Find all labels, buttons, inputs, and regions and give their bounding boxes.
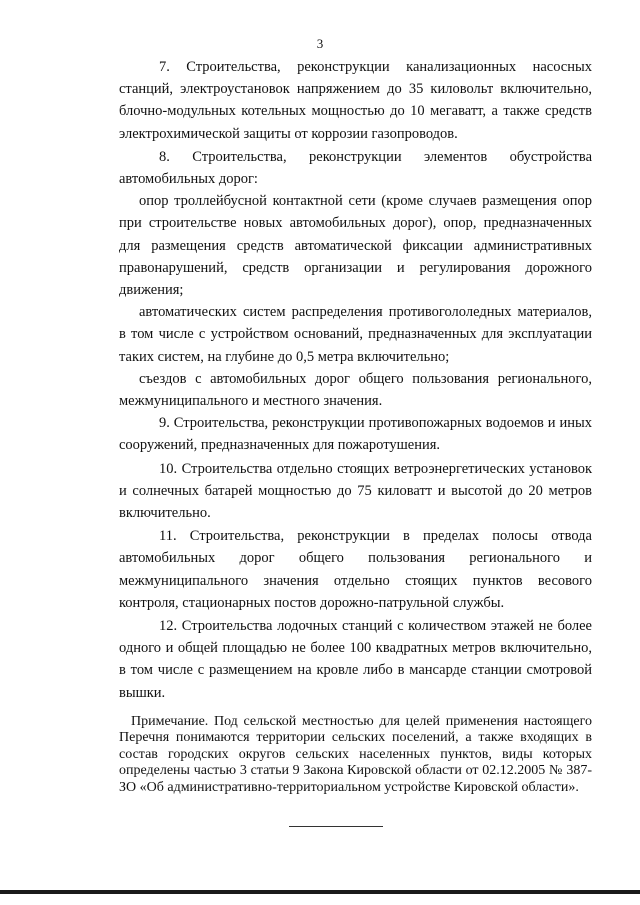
item-7: 7. Строительства, реконструкции канализационных насосных станций, электроустановок напряжением до 35 киловольт включительно, блочно-модульных котельных мощностью до 10 мегаватт, а также средств электрохимической защиты от коррозии газопроводов. (119, 59, 592, 142)
item-9: 9. Строительства, реконструкции противопожарных водоемов и иных сооружений, предназначенных для пожаротушения. (119, 415, 592, 454)
section-divider (289, 826, 383, 827)
item-8-trolleybus-poles: опор троллейбусной контактной сети (кроме случаев размещения опор при строительстве новых автомобильных дорог), опор, предназначенных для размещения средств автоматической фиксации административных правонарушений, средств организации и регулирования дорожного движения; (119, 193, 592, 299)
item-11: 11. Строительства, реконструкции в пределах полосы отвода автомобильных дорог общего пользования регионального и межмуниципального значения отдельно стоящих пунктов весового контроля, стационарных постов дорожно-патрульной службы. (119, 528, 592, 611)
item-12: 12. Строительства лодочных станций с количеством этажей не более одного и общей площадью не более 100 квадратных метров включительно, в том числе с размещением на кровле либо в мансарде станции смотровой вышки. (119, 618, 592, 701)
item-8-deicing-systems: автоматических систем распределения противогололедных материалов, в том числе с устройством оснований, предназначенных для эксплуатации таких систем, на глубине до 0,5 метра включительно; (119, 304, 592, 365)
footer-rule (0, 890, 640, 894)
document-body (119, 56, 592, 810)
note-label: Примечание. (131, 713, 209, 729)
page-number: 3 (316, 36, 324, 51)
item-8: 8. Строительства, реконструкции элементов обустройства автомобильных дорог: (119, 148, 592, 188)
note (119, 714, 592, 796)
item-10: 10. Строительства отдельно стоящих ветроэнергетических установок и солнечных батарей мощностью до 75 киловатт и высотой до 20 метров включительно. (119, 460, 592, 522)
note-text: Под сельской местностью для целей применения настоящего Перечня понимаются территории сельских поселений, а также входящих в состав городских округов сельских населенных пунктов, виды которых определены частью 3 статьи 9 Закона Кировской области от 02.12.2005 № 387-ЗО «Об административно-территориальном устройстве Кировской области». (119, 713, 592, 795)
item-8-road-exits: съездов с автомобильных дорог общего пользования регионального, межмуниципального и местного значения. (119, 370, 592, 410)
